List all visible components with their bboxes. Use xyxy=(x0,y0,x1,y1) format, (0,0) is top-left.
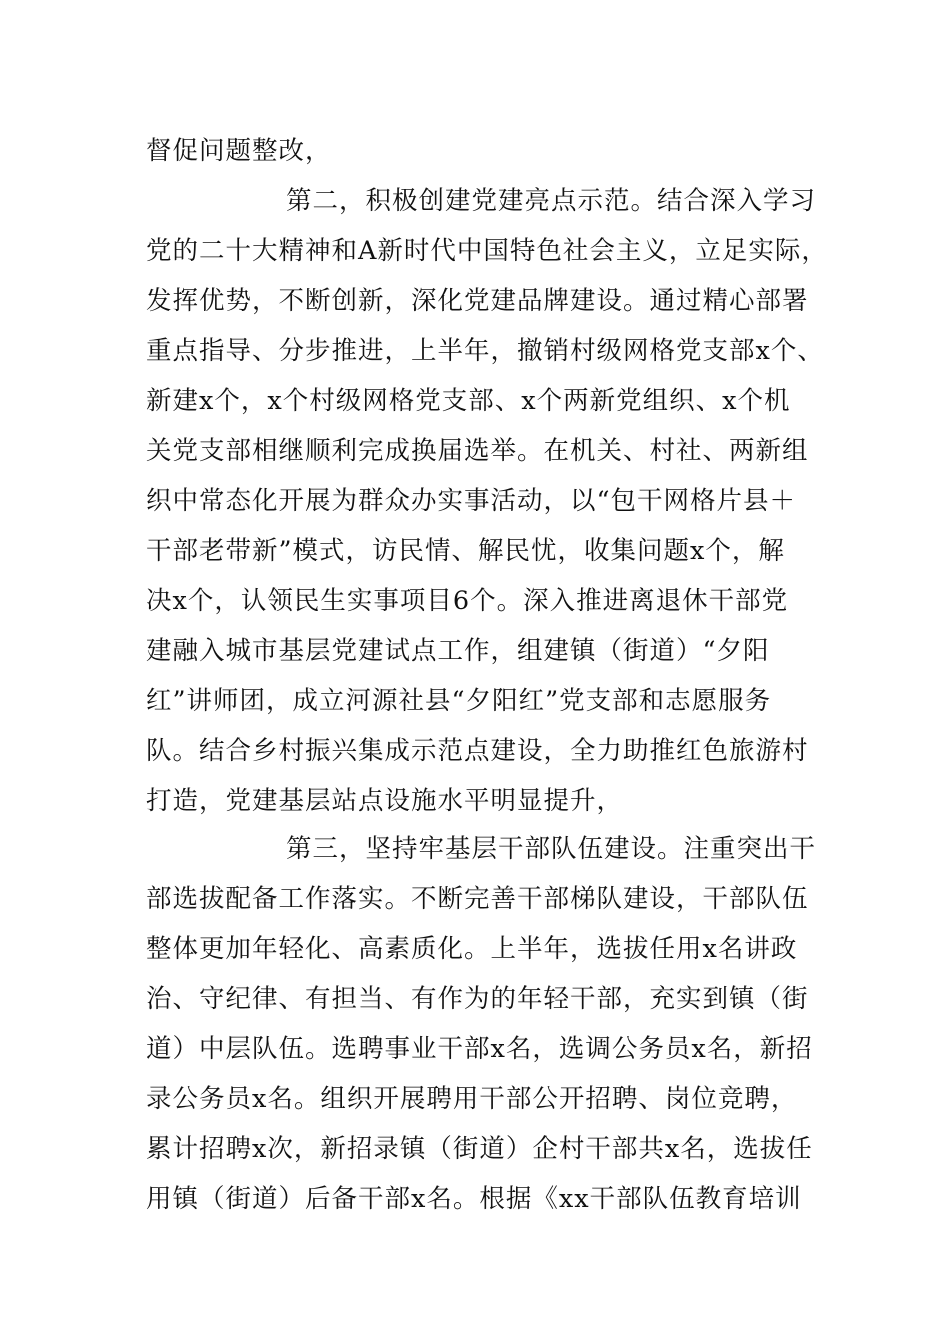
text-line: 重点指导、分步推进，上半年，撤销村级网格党支部x个、 xyxy=(146,336,824,366)
text-line: 整体更加年轻化、高素质化。上半年，选拔任用x名讲政 xyxy=(146,934,798,964)
text-line: 织中常态化开展为群众办实事活动，以“包干网格片县＋ xyxy=(146,486,797,516)
text-line: 关党支部相继顺利完成换届选举。在机关、村社、两新组 xyxy=(146,436,809,466)
text-line: 督促问题整改， xyxy=(146,136,332,166)
text-line: 发挥优势，不断创新，深化党建品牌建设。通过精心部署 xyxy=(146,286,809,316)
text-line: 建融入城市基层党建试点工作，组建镇（街道）“夕阳 xyxy=(146,636,770,666)
text-line: 录公务员x名。组织开展聘用干部公开招聘、岗位竞聘， xyxy=(146,1084,798,1114)
text-line: 决x个，认领民生实事项目6个。深入推进离退休干部党 xyxy=(146,586,789,616)
text-line: 干部老带新”模式，访民情、解民忧，收集问题x个，解 xyxy=(146,536,785,566)
text-line: 第二，积极创建党建亮点示范。结合深入学习 xyxy=(286,186,817,216)
text-line: 打造，党建基层站点设施水平明显提升， xyxy=(146,786,624,816)
text-line: 部选拔配备工作落实。不断完善干部梯队建设，干部队伍 xyxy=(146,884,809,914)
text-line: 红”讲师团，成立河源社县“夕阳红”党支部和志愿服务 xyxy=(146,686,772,716)
text-line: 党的二十大精神和A新时代中国特色社会主义，立足实际， xyxy=(146,236,828,266)
text-line: 累计招聘x次，新招录镇（街道）企村干部共x名，选拔任 xyxy=(146,1134,813,1164)
text-line: 新建x个，x个村级网格党支部、x个两新党组织、x个机 xyxy=(146,386,791,416)
text-line: 第三，坚持牢基层干部队伍建设。注重突出干 xyxy=(286,834,817,864)
text-line: 用镇（街道）后备干部x名。根据《xx干部队伍教育培训 xyxy=(146,1184,802,1214)
text-line: 道）中层队伍。选聘事业干部x名，选调公务员x名，新招 xyxy=(146,1034,813,1064)
text-line: 治、守纪律、有担当、有作为的年轻干部，充实到镇（街 xyxy=(146,984,809,1014)
text-line: 队。结合乡村振兴集成示范点建设，全力助推红色旅游村 xyxy=(146,736,809,766)
